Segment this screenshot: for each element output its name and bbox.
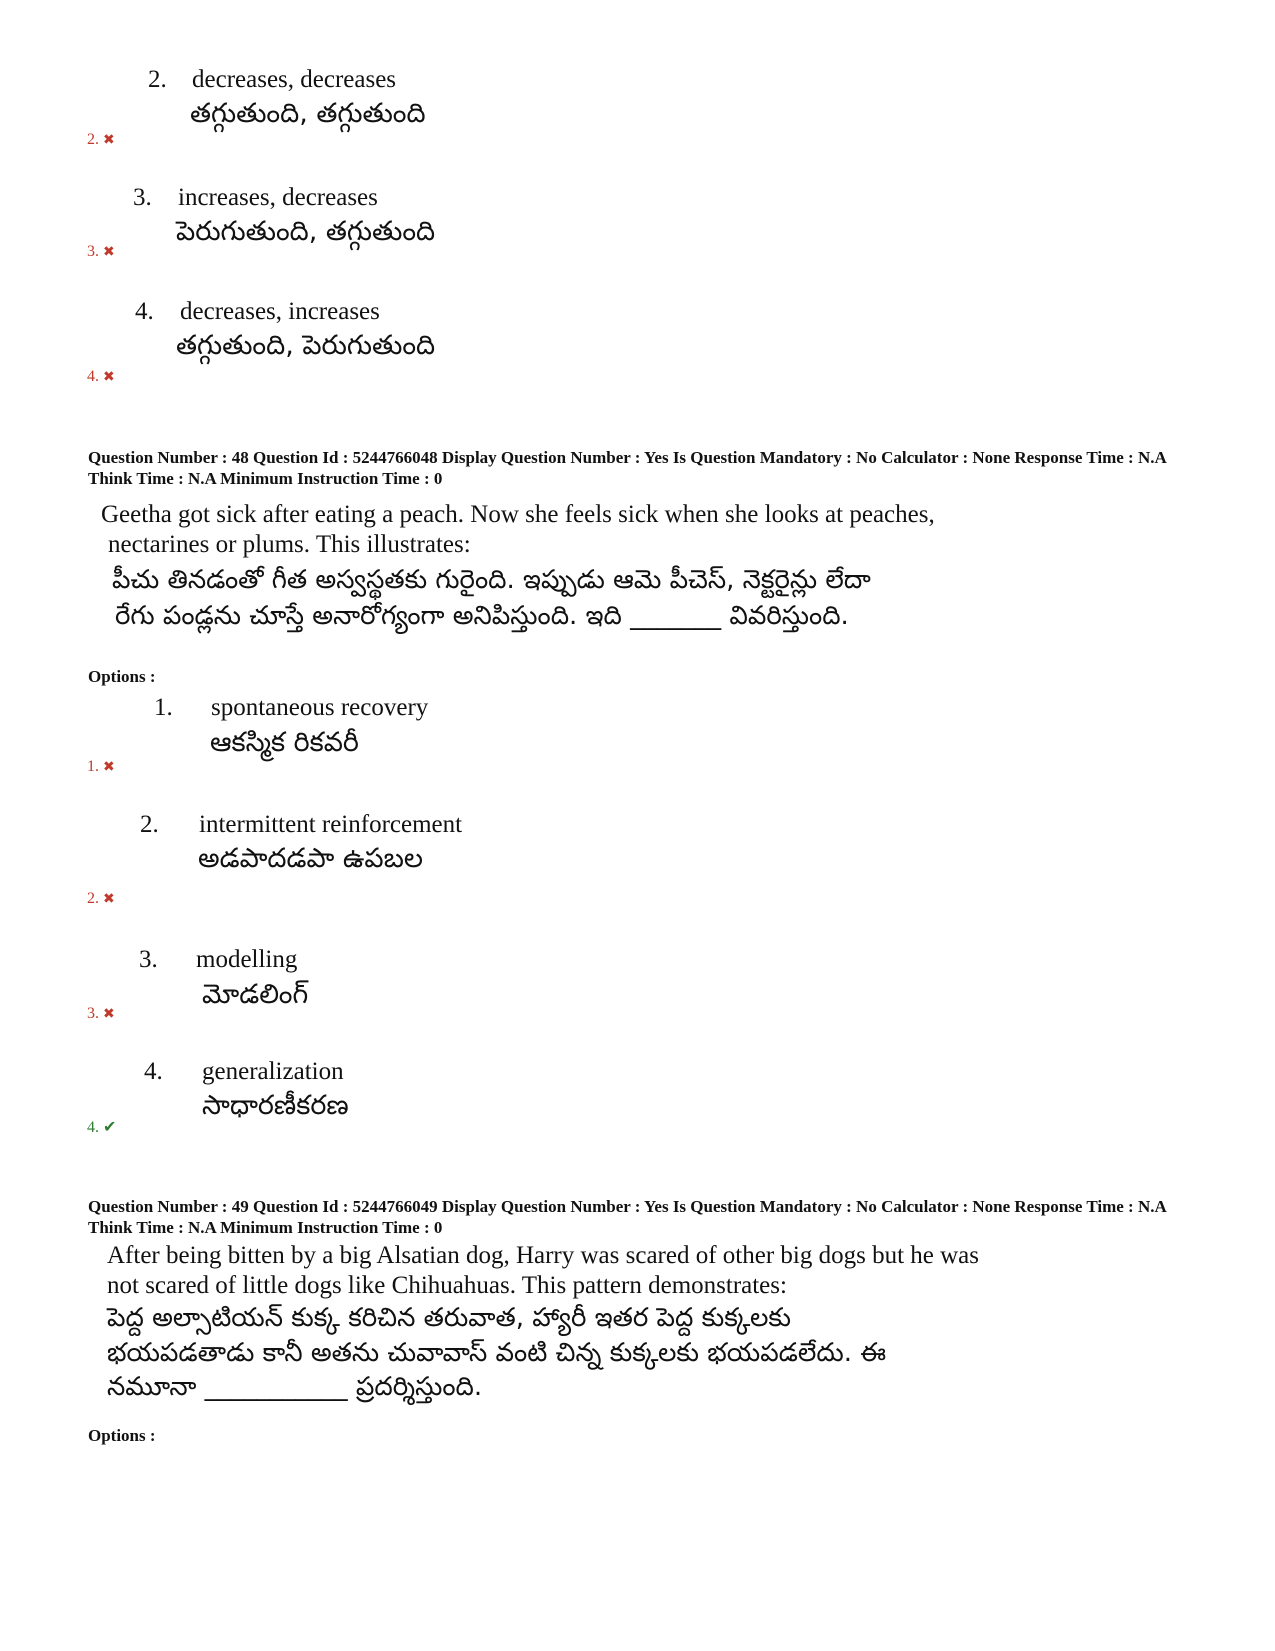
option-text-te: మోడలింగ్: [202, 979, 309, 1010]
question-meta: Question Number : 48 Question Id : 5244766048 Display Question Number : Yes Is Question Mandatory : No Calculator : None Response Time : N.A Think Time : N.A Minimum Instruction Time : 0: [88, 448, 1166, 488]
option-text-en: spontaneous recovery: [211, 694, 429, 721]
question-text-te-line: నమూనా ___________ ప్రదర్శిస్తుంది.: [107, 1372, 483, 1402]
cross-icon: ✖: [103, 370, 115, 385]
cross-icon: ✖: [103, 760, 115, 775]
option-text-en: decreases, decreases: [192, 66, 397, 93]
question-text-en-line: not scared of little dogs like Chihuahuas. This pattern demonstrates:: [107, 1272, 787, 1299]
option-text-en: generalization: [202, 1058, 344, 1085]
option-number: 1.: [154, 694, 173, 721]
option-text-te: తగ్గుతుంది, తగ్గుతుంది: [190, 98, 426, 129]
question-text-te-line: పీచు తినడంతో గీత అస్వస్థతకు గురైంది. ఇప్పుడు ఆమె పీచెస్, నెక్టరైన్లు లేదా: [112, 565, 871, 595]
check-icon: ✔: [103, 1119, 117, 1136]
question-text-en-line: After being bitten by a big Alsatian dog, Harry was scared of other big dogs but he was: [107, 1242, 980, 1269]
cross-icon: ✖: [103, 133, 115, 148]
option-number: 4.: [135, 298, 154, 325]
question-meta: Question Number : 49 Question Id : 5244766049 Display Question Number : Yes Is Question Mandatory : No Calculator : None Response Time : N.A Think Time : N.A Minimum Instruction Time : 0: [88, 1197, 1166, 1237]
option-text-te: అడపాదడపా ఉపబల: [198, 843, 424, 874]
option-text-te: తగ్గుతుంది, పెరుగుతుంది: [176, 330, 436, 361]
option-number: 3.: [133, 184, 152, 211]
option-text-en: modelling: [196, 946, 298, 973]
option-text-te: ఆకస్మిక రికవరీ: [210, 727, 359, 758]
question-text-en-line: nectarines or plums. This illustrates:: [108, 531, 471, 558]
answer-marker: 4. ✔: [87, 1119, 117, 1136]
cross-icon: ✖: [103, 1007, 115, 1022]
option-number: 2.: [140, 811, 159, 838]
option-number: 4.: [144, 1058, 163, 1085]
option-text-en: increases, decreases: [178, 184, 378, 211]
option-text-en: intermittent reinforcement: [199, 811, 463, 838]
option-text-te: పెరుగుతుంది, తగ్గుతుంది: [176, 216, 436, 247]
question-text-te-line: భయపడతాడు కానీ అతను చువావాస్ వంటి చిన్న కుక్కలకు భయపడలేదు. ఈ: [107, 1338, 887, 1368]
question-text-te-line: రేగు పండ్లను చూస్తే అనారోగ్యంగా అనిపిస్తుంది. ఇది _______ వివరిస్తుంది.: [115, 601, 849, 631]
cross-icon: ✖: [103, 892, 115, 907]
answer-marker: 2. ✖: [87, 890, 115, 907]
options-label: Options :: [88, 1426, 156, 1445]
answer-marker: 3. ✖: [87, 1005, 115, 1022]
answer-marker: 2. ✖: [87, 131, 115, 148]
cross-icon: ✖: [103, 245, 115, 260]
option-number: 3.: [139, 946, 158, 973]
question-text-te-line: పెద్ద అల్సాటియన్ కుక్క కరిచిన తరువాత, హ్యారీ ఇతర పెద్ద కుక్కలకు: [107, 1303, 791, 1333]
answer-marker: 1. ✖: [87, 758, 115, 775]
answer-marker: 3. ✖: [87, 243, 115, 260]
option-number: 2.: [148, 66, 167, 93]
answer-marker: 4. ✖: [87, 368, 115, 385]
option-text-en: decreases, increases: [180, 298, 380, 325]
option-text-te: సాధారణీకరణ: [202, 1090, 349, 1121]
question-text-en-line: Geetha got sick after eating a peach. Now she feels sick when she looks at peaches,: [101, 501, 935, 528]
options-label: Options :: [88, 667, 156, 686]
